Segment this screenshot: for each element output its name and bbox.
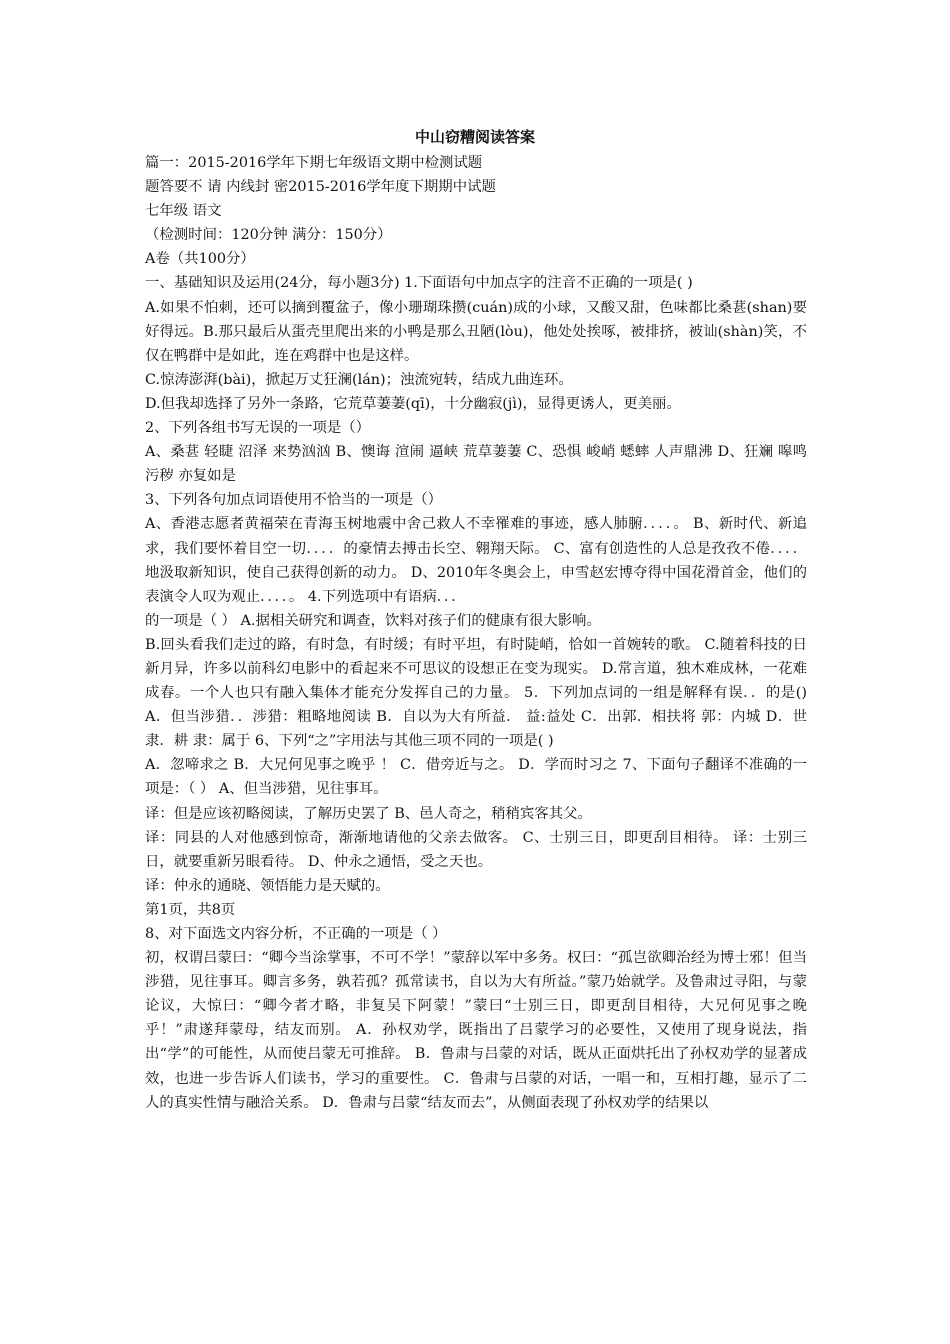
paragraph: A．忽啼求之 B．大兄何见事之晚乎 ！ C．借旁近与之。 D．学而时习之 7、下面句子翻译不准确的一项是：（ ） A、但当涉猎，见往事耳。 [145, 757, 807, 798]
document-body [145, 151, 807, 1115]
paragraph: 2、下列各组书写无误的一项是（） [145, 420, 371, 437]
page-footer: 第1页，共8页 [145, 901, 236, 918]
paragraph: A、桑葚 轻睫 沼泽 来势汹汹 B、懊诲 渲闹 逼峡 荒草萋萋 C、恐惧 峻峭 蟋蟀 人声鼎沸 D、狂斓 嗥鸣 污秽 亦复如是 [145, 444, 807, 485]
paragraph: 3、下列各句加点词语使用不恰当的一项是（） [145, 492, 442, 509]
paragraph: 8、对下面选文内容分析，不正确的一项是（ ） [145, 926, 447, 942]
paragraph: 篇一：2015-2016学年下期七年级语文期中检测试题 [145, 155, 483, 171]
paragraph: A卷（共100分） [145, 251, 255, 268]
paragraph: 初，权谓吕蒙曰：“卿今当涂掌事，不可不学！”蒙辞以军中多务。权曰：“孤岂欲卿治经为博士邪！但当涉猎，见往事耳。卿言多务，孰若孤？孤常读书，自以为大有所益。”蒙乃始就学。及鲁肃过寻阳，与蒙论议，大惊曰：“卿今者才略，非复吴下阿蒙！”蒙曰“士别三日，即更刮目相待，大兄何见事之晚乎！”肃遂拜蒙母，结友而别。 A．孙权劝学，既指出了吕蒙学习的必要性，又使用了现身说法，指出“学”的可能性，从而使吕蒙无可推辞。 B．鲁肃与吕蒙的对话，既从正面烘托出了孙权劝学的显著成效，也进一步告诉人们读书，学习的重要性。 C．鲁肃与吕蒙的对话，一唱一和，互相打趣，显示了二人的真实性情与融洽关系。 D．鲁肃与吕蒙“结友而去”，从侧面表现了孙权劝学的结果以 [145, 950, 807, 1111]
paragraph: A.如果不怕刺，还可以摘到覆盆子，像小珊瑚珠攒(cuán)成的小球，又酸又甜，色味都比桑葚(shan)要好得远。B.那只最后从蛋壳里爬出来的小鸭是那么丑陋(lòu)，他处处挨啄，被排挤，被讪(shàn)笑，不仅在鸭群中是如此，连在鸡群中也是这样。 [145, 299, 807, 364]
paragraph: 一、基础知识及运用(24分，每小题3分) 1.下面语句中加点字的注音不正确的一项是( ) [145, 275, 693, 292]
paragraph: A、香港志愿者黄福荣在青海玉树地震中舍己救人不幸罹难的事迹，感人肺腑．．．．。 B、新时代、新追求，我们要怀着目空一切．．．．的豪情去搏击长空、翱翔天际。 C、富有创造性的人总是孜孜不倦．．．．地汲取新知识，使自己获得创新的动力。 D、2010年冬奥会上，申雪赵宏博夺得中国花滑首金，他们的表演令人叹为观止．．．．。 4.下列选项中有语病．．． [145, 516, 807, 605]
paragraph: 译：同县的人对他感到惊奇，渐渐地请他的父亲去做客。 C、士别三日，即更刮目相待。 译：士别三日，就要重新另眼看待。 D、仲永之通悟，受之天也。 [145, 829, 807, 870]
paragraph: 译：仲永的通晓、领悟能力是天赋的。 [145, 877, 390, 894]
paragraph: 译：但是应该初略阅读，了解历史罢了 B、邑人奇之，稍稍宾客其父。 [145, 805, 592, 822]
paragraph: 题答要不 请 内线封 密2015-2016学年度下期期中试题 [145, 179, 496, 196]
paragraph: （检测时间：120分钟 满分：150分） [145, 227, 392, 244]
paragraph: C.惊涛澎湃(bài)，掀起万丈狂澜(lán)；浊流宛转，结成九曲连环。 [145, 371, 573, 388]
paragraph: 的一项是（ ） A.据相关研究和调查，饮料对孩子们的健康有很大影响。 [145, 612, 601, 629]
paragraph: B.回头看我们走过的路，有时急，有时缓；有时平坦，有时陡峭，恰如一首婉转的歌。 C.随着科技的日新月异，许多以前科幻电影中的看起来不可思议的设想正在变为现实。 D.常言道，独木难成林，一花难成春。一个人也只有融入集体才能充分发挥自己的力量。 5．下列加点词的一组是解释有误．．的是() A．但当涉猎．．涉猎：粗略地阅读 B．自以为大有所益． 益:益处 C．出郭．相扶将 郭：内城 D．世隶．耕 隶：属于 6、下列“之”字用法与其他三项不同的一项是( ) [145, 636, 807, 750]
paragraph: 七年级 语文 [145, 203, 222, 220]
paragraph: D.但我却选择了另外一条路，它荒草萋萋(qī)，十分幽寂(jì)，显得更诱人，更美丽。 [145, 395, 681, 412]
document-title: 中山窃糟阅读答案 [414, 128, 535, 146]
